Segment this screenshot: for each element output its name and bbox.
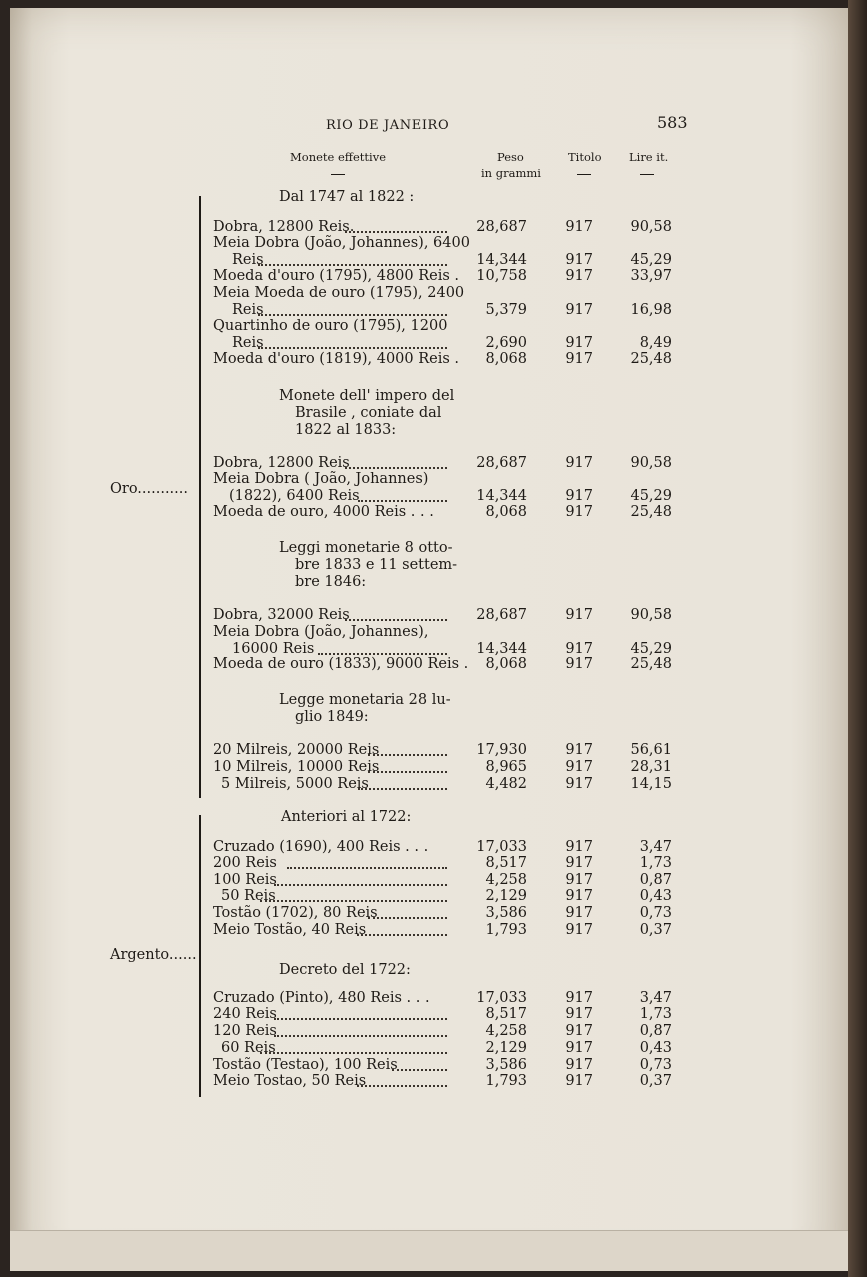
section-heading: Leggi monetarie 8 otto- — [279, 540, 453, 556]
coin-name: Moeda de ouro, 4000 Reis . . . — [213, 504, 434, 520]
section-heading: Brasile , coniate dal — [295, 405, 442, 421]
cell-titolo: 917 — [565, 504, 593, 520]
cell-peso: 14,344 — [476, 487, 527, 504]
cell-lire: 0,37 — [639, 922, 672, 938]
coin-name: Reis — [232, 251, 264, 268]
cell-lire: 28,31 — [630, 759, 672, 775]
cell-peso: 8,517 — [485, 855, 527, 871]
cell-lire: 45,29 — [630, 640, 672, 657]
cell-titolo: 917 — [565, 455, 593, 471]
cell-peso: 8,068 — [485, 504, 527, 520]
cell-lire: 0,37 — [639, 1073, 672, 1089]
leader-dots — [358, 788, 447, 790]
book-edge — [848, 0, 867, 1277]
cell-lire: 25,48 — [630, 351, 672, 367]
cell-titolo: 917 — [565, 219, 593, 235]
leader-dots — [260, 1052, 447, 1054]
cell-lire: 0,73 — [639, 905, 672, 921]
section-heading: Legge monetaria 28 lu- — [279, 692, 451, 708]
cell-titolo: 917 — [565, 1023, 593, 1039]
cell-titolo: 917 — [565, 268, 593, 284]
leader-dots — [345, 467, 447, 469]
cell-titolo: 917 — [565, 888, 593, 904]
cell-peso: 5,379 — [485, 301, 527, 318]
cell-titolo: 917 — [565, 990, 593, 1006]
coin-name: 200 Reis — [213, 855, 277, 871]
cell-lire: 45,29 — [630, 487, 672, 504]
coin-name: 20 Milreis, 20000 Reis — [213, 742, 380, 758]
coin-name: Meia Moeda de ouro (1795), 2400 — [213, 285, 465, 301]
leader-dots — [274, 1035, 447, 1037]
coin-name: Meia Dobra (João, Johannes), — [213, 624, 429, 640]
section-heading: bre 1833 e 11 settem- — [295, 557, 458, 573]
cell-titolo: 917 — [565, 855, 593, 871]
group-label-oro: Oro........... — [110, 481, 188, 497]
cell-titolo: 917 — [565, 487, 593, 504]
leader-dots — [357, 934, 447, 936]
cell-lire: 90,58 — [630, 607, 672, 623]
coin-name: 100 Reis — [213, 872, 277, 888]
coin-name: Quartinho de ouro (1795), 1200 — [213, 318, 448, 334]
col-dash-lire — [640, 174, 654, 175]
coin-name: Tostão (Testao), 100 Reis — [213, 1057, 398, 1073]
section-heading: Dal 1747 al 1822 : — [279, 189, 415, 205]
cell-titolo: 917 — [565, 742, 593, 758]
cell-lire: 3,47 — [639, 839, 672, 855]
paper-sheet — [10, 8, 848, 1270]
coin-name: 120 Reis — [213, 1023, 277, 1039]
cell-peso: 17,930 — [476, 742, 527, 758]
leader-dots — [368, 917, 447, 919]
coin-name: Moeda de ouro (1833), 9000 Reis . — [213, 656, 469, 672]
cell-lire: 0,87 — [639, 1023, 672, 1039]
cell-peso: 1,793 — [485, 1073, 527, 1089]
leader-dots — [368, 754, 447, 756]
cell-titolo: 917 — [565, 1006, 593, 1022]
cell-peso: 4,258 — [485, 872, 527, 888]
coin-name: Meio Tostão, 40 Reis — [213, 922, 367, 938]
leader-dots — [260, 900, 447, 902]
coin-name: Moeda d'ouro (1819), 4000 Reis . — [213, 351, 460, 367]
col-header-lire: Lire it. — [629, 150, 669, 164]
cell-peso: 8,965 — [485, 759, 527, 775]
cell-titolo: 917 — [565, 640, 593, 657]
cell-lire: 90,58 — [630, 219, 672, 235]
coin-name: 240 Reis — [213, 1006, 277, 1022]
coin-name: Tostão (1702), 80 Reis — [213, 905, 378, 921]
leader-dots — [318, 653, 447, 655]
leader-dots — [258, 264, 447, 266]
section-heading: 1822 al 1833: — [295, 422, 397, 438]
cell-lire: 3,47 — [639, 990, 672, 1006]
cell-lire: 90,58 — [630, 455, 672, 471]
cell-titolo: 917 — [565, 1040, 593, 1056]
cell-peso: 8,068 — [485, 656, 527, 672]
coin-name: 10 Milreis, 10000 Reis — [213, 759, 380, 775]
cell-titolo: 917 — [565, 1073, 593, 1089]
cell-lire: 25,48 — [630, 504, 672, 520]
cell-peso: 3,586 — [485, 905, 527, 921]
cell-peso: 14,344 — [476, 251, 527, 268]
page-bottom-band — [10, 1230, 848, 1271]
cell-lire: 25,48 — [630, 656, 672, 672]
cell-lire: 16,98 — [630, 301, 672, 318]
cell-peso: 17,033 — [476, 990, 527, 1006]
col-header-titolo: Titolo — [568, 150, 602, 164]
cell-lire: 56,61 — [630, 742, 672, 758]
cell-lire: 0,73 — [639, 1057, 672, 1073]
coin-name: Reis — [232, 301, 264, 318]
section-heading: Decreto del 1722: — [279, 962, 411, 978]
coin-name: 60 Reis — [221, 1040, 276, 1056]
leader-dots — [345, 231, 447, 233]
cell-lire: 33,97 — [630, 268, 672, 284]
section-heading: glio 1849: — [295, 709, 369, 725]
cell-peso: 8,517 — [485, 1006, 527, 1022]
argento-brace — [199, 815, 201, 1097]
coin-name: Dobra, 12800 Reis — [213, 455, 350, 471]
cell-lire: 1,73 — [639, 855, 672, 871]
cell-peso: 28,687 — [476, 607, 527, 623]
coin-name: 5 Milreis, 5000 Reis — [221, 776, 369, 792]
coin-name: Cruzado (Pinto), 480 Reis . . . — [213, 990, 430, 1006]
cell-lire: 0,87 — [639, 872, 672, 888]
cell-titolo: 917 — [565, 1057, 593, 1073]
leader-dots — [258, 314, 447, 316]
cell-lire: 0,43 — [639, 1040, 672, 1056]
col-dash-titolo — [577, 174, 591, 175]
cell-titolo: 917 — [565, 334, 593, 351]
cell-peso: 28,687 — [476, 455, 527, 471]
cell-peso: 2,690 — [485, 334, 527, 351]
leader-dots — [274, 1018, 447, 1020]
leader-dots — [368, 771, 447, 773]
coin-name: 50 Reis — [221, 888, 276, 904]
col-header-name: Monete effettive — [290, 150, 386, 164]
cell-titolo: 917 — [565, 922, 593, 938]
cell-peso: 4,482 — [485, 776, 527, 792]
leader-dots — [357, 1085, 447, 1087]
leader-dots — [392, 1069, 447, 1071]
col-header-peso: Peso — [497, 150, 524, 164]
cell-peso: 10,758 — [476, 268, 527, 284]
cell-lire: 1,73 — [639, 1006, 672, 1022]
coin-name: Cruzado (1690), 400 Reis . . . — [213, 839, 429, 855]
cell-lire: 0,43 — [639, 888, 672, 904]
cell-peso: 14,344 — [476, 640, 527, 657]
coin-name: Meia Dobra (João, Johannes), 6400 — [213, 235, 470, 251]
coin-name: Moeda d'ouro (1795), 4800 Reis . — [213, 268, 460, 284]
coin-name: Reis — [232, 334, 264, 351]
coin-name: Dobra, 12800 Reis. — [213, 219, 355, 235]
leader-dots — [258, 347, 447, 349]
oro-brace — [199, 196, 201, 798]
coin-name: (1822), 6400 Reis — [229, 487, 360, 504]
cell-titolo: 917 — [565, 351, 593, 367]
coin-name: Meio Tostao, 50 Reis — [213, 1073, 367, 1089]
section-heading: Monete dell' impero del — [279, 388, 455, 404]
cell-titolo: 917 — [565, 839, 593, 855]
cell-titolo: 917 — [565, 905, 593, 921]
cell-titolo: 917 — [565, 301, 593, 318]
cell-titolo: 917 — [565, 656, 593, 672]
leader-dots — [345, 619, 447, 621]
cell-peso: 2,129 — [485, 1040, 527, 1056]
col-header-peso-unit: in grammi — [481, 166, 541, 180]
section-heading: bre 1846: — [295, 574, 367, 590]
cell-peso: 2,129 — [485, 888, 527, 904]
cell-lire: 45,29 — [630, 251, 672, 268]
cell-peso: 28,687 — [476, 219, 527, 235]
cell-lire: 8,49 — [639, 334, 672, 351]
coin-name: Meia Dobra ( João, Johannes) — [213, 471, 429, 487]
cell-peso: 1,793 — [485, 922, 527, 938]
cell-titolo: 917 — [565, 872, 593, 888]
cell-titolo: 917 — [565, 776, 593, 792]
coin-name: Dobra, 32000 Reis — [213, 607, 350, 623]
cell-titolo: 917 — [565, 607, 593, 623]
coin-name: 16000 Reis — [232, 640, 315, 657]
running-title: RIO DE JANEIRO — [326, 118, 450, 133]
cell-titolo: 917 — [565, 251, 593, 268]
cell-lire: 14,15 — [630, 776, 672, 792]
cell-peso: 4,258 — [485, 1023, 527, 1039]
cell-peso: 8,068 — [485, 351, 527, 367]
leader-dots — [287, 867, 447, 869]
leader-dots — [274, 884, 447, 886]
group-label-argento: Argento...... — [110, 947, 197, 963]
cell-titolo: 917 — [565, 759, 593, 775]
cell-peso: 3,586 — [485, 1057, 527, 1073]
cell-peso: 17,033 — [476, 839, 527, 855]
section-heading: Anteriori al 1722: — [281, 809, 412, 825]
col-dash-name — [331, 174, 345, 175]
page-number: 583 — [657, 113, 688, 132]
leader-dots — [358, 500, 447, 502]
